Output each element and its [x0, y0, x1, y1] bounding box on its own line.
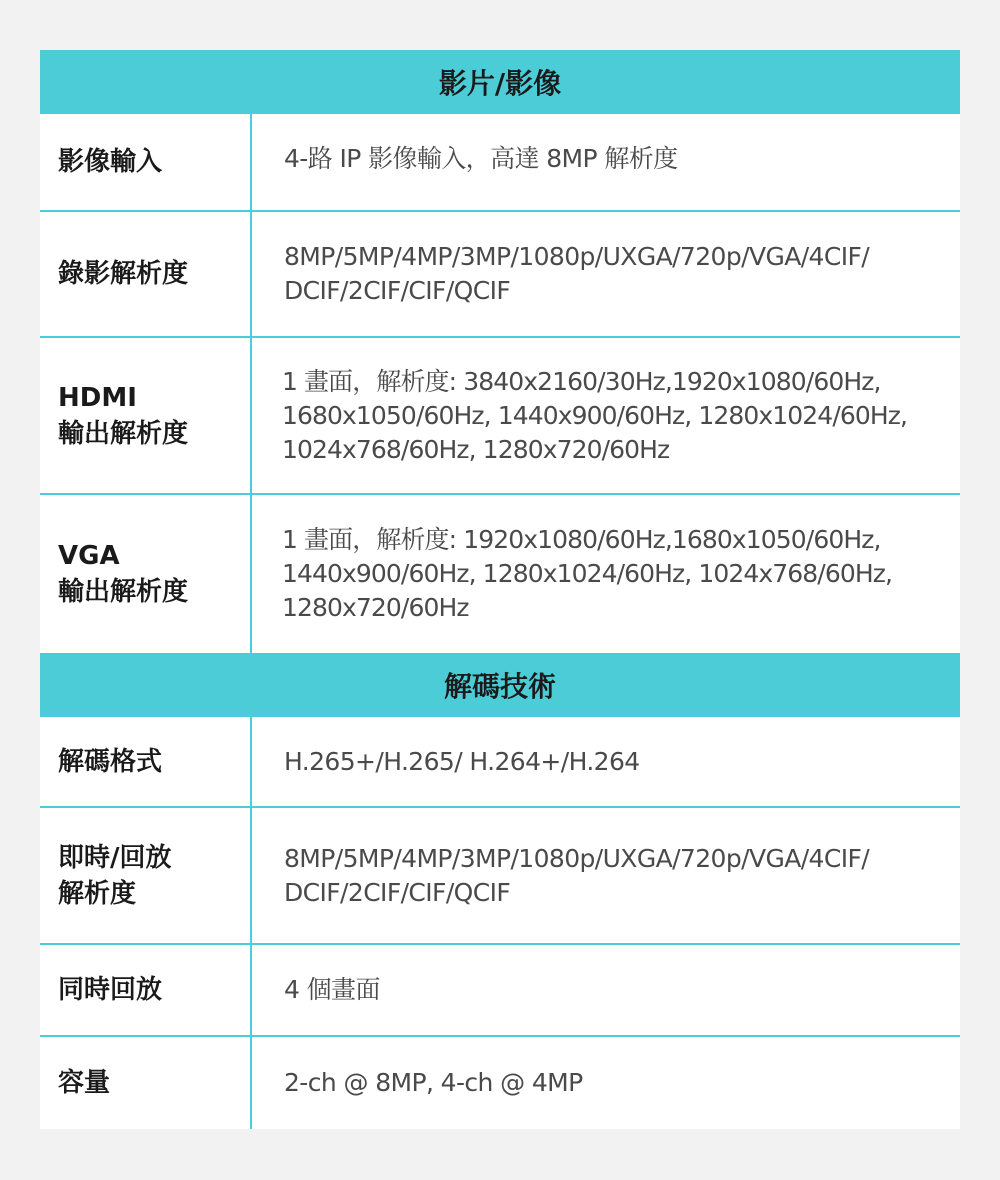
- spec-value-line: 1440x900/60Hz, 1280x1024/60Hz, 1024x768/60Hz,: [282, 559, 893, 588]
- spec-label-line: 解析度: [58, 878, 137, 909]
- spec-label-line: 影像輸入: [58, 147, 163, 177]
- section-header-video: 影片/影像: [40, 50, 960, 114]
- spec-label-line: 輸出解析度: [58, 577, 189, 607]
- section-header-decoding: 解碼技術: [40, 653, 960, 717]
- spec-row-sync-playback: [40, 943, 960, 1035]
- spec-value: [252, 114, 960, 210]
- spec-row-record-resolution: [40, 210, 960, 336]
- spec-value-line: 1280x720/60Hz: [282, 593, 469, 622]
- spec-row-decode-format: [40, 717, 960, 806]
- spec-label: [40, 717, 252, 806]
- spec-label: [40, 212, 252, 336]
- spec-label-line: 解碼格式: [58, 746, 163, 777]
- spec-value-line: H.265+/H.265/ H.264+/H.264: [284, 746, 640, 776]
- spec-value-line: 1 畫面，解析度: 1920x1080/60Hz,1680x1050/60Hz,: [282, 525, 881, 554]
- spec-row-video-input: [40, 114, 960, 210]
- spec-value: [252, 338, 960, 493]
- spec-value-line: 4 個畫面: [284, 975, 380, 1004]
- spec-value-line: 1024x768/60Hz, 1280x720/60Hz: [282, 434, 670, 464]
- spec-label: [40, 338, 252, 493]
- spec-value-line: 8MP/5MP/4MP/3MP/1080p/UXGA/720p/VGA/4CIF/: [284, 843, 870, 873]
- spec-label-line: 即時/回放: [58, 842, 172, 873]
- spec-label-line: 錄影解析度: [58, 259, 189, 289]
- spec-value-line: DCIF/2CIF/CIF/QCIF: [284, 877, 511, 907]
- spec-value: [252, 808, 960, 943]
- spec-label: [40, 1037, 252, 1129]
- spec-row-capacity: [40, 1035, 960, 1129]
- spec-value: [252, 212, 960, 336]
- spec-value-line: 4-路 IP 影像輸入，高達 8MP 解析度: [284, 144, 678, 173]
- spec-table: [40, 50, 960, 1129]
- spec-value-line: DCIF/2CIF/CIF/QCIF: [284, 276, 511, 305]
- spec-value-line: 2-ch @ 8MP, 4-ch @ 4MP: [284, 1068, 583, 1097]
- spec-value-line: 8MP/5MP/4MP/3MP/1080p/UXGA/720p/VGA/4CIF/: [284, 242, 870, 271]
- spec-row-playback-resolution: [40, 806, 960, 943]
- spec-label-line: HDMI: [58, 382, 137, 413]
- spec-value: [252, 945, 960, 1035]
- spec-value-line: 1680x1050/60Hz, 1440x900/60Hz, 1280x1024/60Hz,: [282, 400, 908, 430]
- spec-label-line: 容量: [58, 1068, 111, 1098]
- spec-value: [252, 717, 960, 806]
- spec-value: [252, 495, 960, 653]
- spec-label: [40, 114, 252, 210]
- spec-value: [252, 1037, 960, 1129]
- spec-label: [40, 495, 252, 653]
- spec-row-vga-output: [40, 493, 960, 653]
- spec-label: [40, 945, 252, 1035]
- spec-row-hdmi-output: [40, 336, 960, 493]
- spec-value-line: 1 畫面，解析度: 3840x2160/30Hz,1920x1080/60Hz,: [282, 366, 881, 396]
- spec-label-line: 輸出解析度: [58, 418, 189, 449]
- spec-label-line: VGA: [58, 541, 120, 571]
- spec-label-line: 同時回放: [58, 975, 163, 1005]
- spec-label: [40, 808, 252, 943]
